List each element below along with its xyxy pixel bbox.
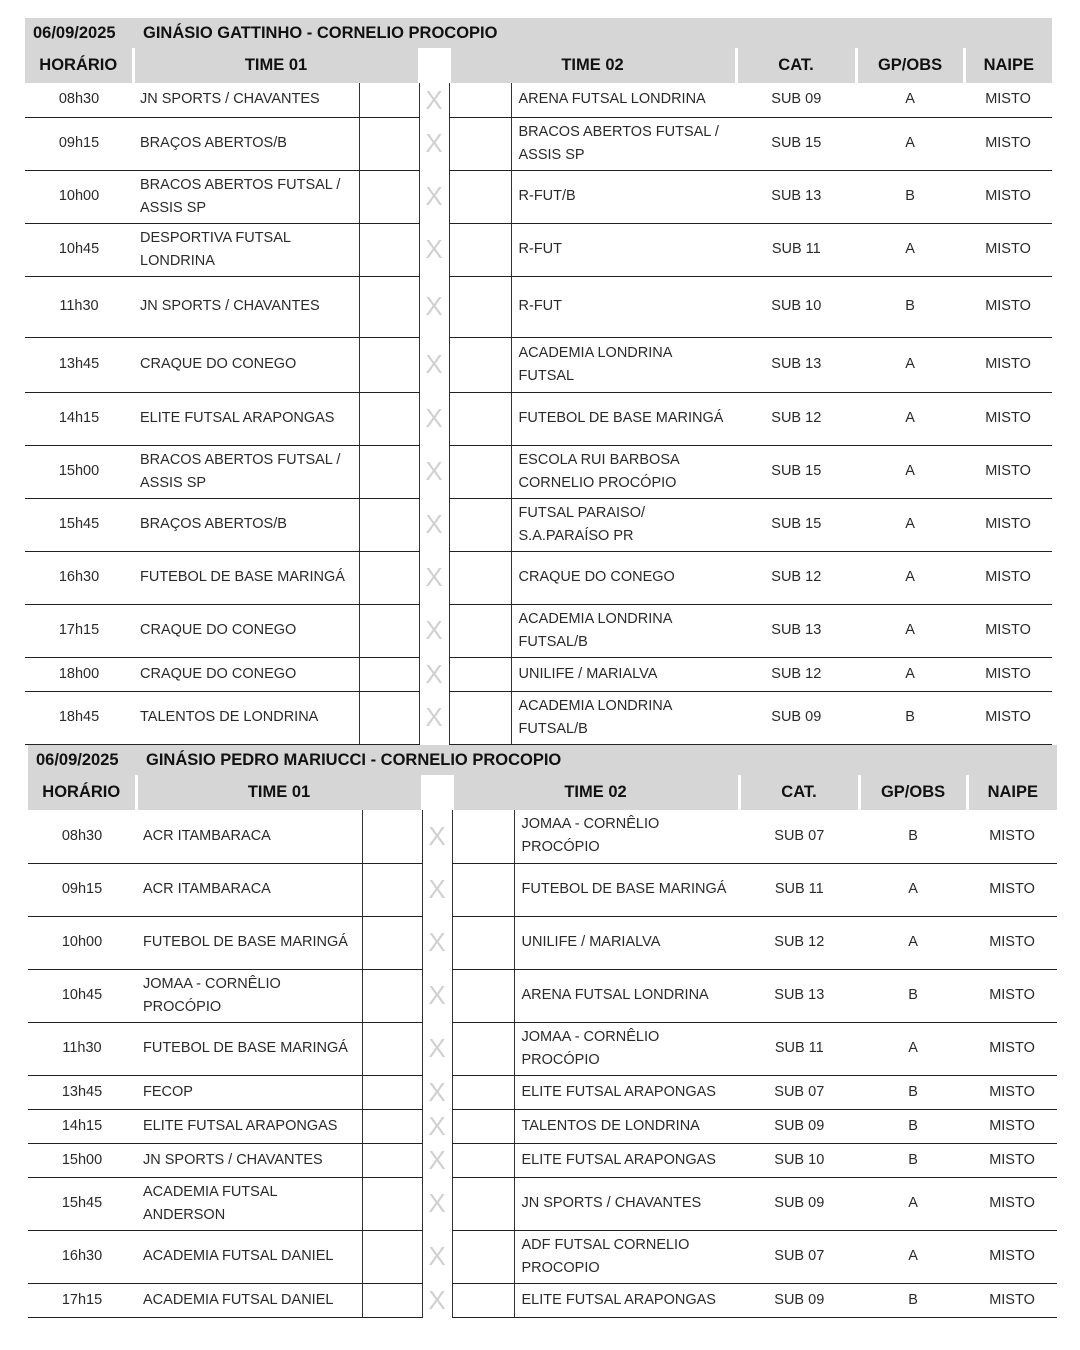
match-time: 15h00 xyxy=(25,445,133,498)
team1-score xyxy=(359,337,419,392)
header-naipe: NAIPE xyxy=(964,48,1052,83)
match-naipe: MISTO xyxy=(964,223,1052,276)
match-category: SUB 09 xyxy=(739,1177,859,1230)
match-row xyxy=(28,916,1057,969)
team1-name: FUTEBOL DE BASE MARINGÁ xyxy=(136,916,362,969)
versus-mark: X xyxy=(422,1230,452,1283)
team1-score xyxy=(362,1230,422,1283)
header-gp: GP/OBS xyxy=(856,48,964,83)
header-row xyxy=(25,48,1052,83)
team2-score xyxy=(452,1109,514,1143)
team2-name: FUTSAL PARAISO/ S.A.PARAÍSO PR xyxy=(511,498,736,551)
match-category: SUB 13 xyxy=(736,604,856,657)
schedule-body xyxy=(28,810,1057,1317)
versus-mark: X xyxy=(422,1283,452,1317)
match-category: SUB 09 xyxy=(739,1283,859,1317)
header-gap xyxy=(422,775,452,810)
match-row xyxy=(28,1109,1057,1143)
match-category: SUB 11 xyxy=(739,863,859,916)
team2-score xyxy=(452,810,514,863)
match-row xyxy=(28,810,1057,863)
team1-score xyxy=(362,916,422,969)
match-time: 16h30 xyxy=(28,1230,136,1283)
versus-mark: X xyxy=(422,916,452,969)
team1-score xyxy=(362,1143,422,1177)
team1-name: FUTEBOL DE BASE MARINGÁ xyxy=(133,551,359,604)
match-time: 08h30 xyxy=(25,83,133,117)
team1-score xyxy=(362,969,422,1022)
team1-score xyxy=(362,1109,422,1143)
team1-name: TALENTOS DE LONDRINA xyxy=(133,691,359,744)
match-naipe: MISTO xyxy=(964,170,1052,223)
versus-mark: X xyxy=(419,276,449,337)
team1-score xyxy=(359,691,419,744)
team2-score xyxy=(449,337,511,392)
team2-name: JN SPORTS / CHAVANTES xyxy=(514,1177,739,1230)
match-row xyxy=(25,657,1052,691)
match-group: B xyxy=(859,1109,967,1143)
versus-mark: X xyxy=(422,810,452,863)
match-category: SUB 13 xyxy=(736,170,856,223)
team2-name: R-FUT xyxy=(511,223,736,276)
match-category: SUB 07 xyxy=(739,1075,859,1109)
team2-score xyxy=(452,1230,514,1283)
match-time: 14h15 xyxy=(28,1109,136,1143)
header-naipe: NAIPE xyxy=(967,775,1057,810)
header-time: HORÁRIO xyxy=(28,775,136,810)
section-title-bar xyxy=(25,18,1052,48)
match-row xyxy=(25,223,1052,276)
team2-name: BRACOS ABERTOS FUTSAL / ASSIS SP xyxy=(511,117,736,170)
header-cat: CAT. xyxy=(739,775,859,810)
team2-name: ACADEMIA LONDRINA FUTSAL/B xyxy=(511,604,736,657)
match-group: A xyxy=(856,117,964,170)
match-naipe: MISTO xyxy=(967,1177,1057,1230)
team1-name: ELITE FUTSAL ARAPONGAS xyxy=(133,392,359,445)
match-category: SUB 11 xyxy=(739,1022,859,1075)
match-row xyxy=(25,445,1052,498)
match-naipe: MISTO xyxy=(967,1283,1057,1317)
match-row xyxy=(28,1022,1057,1075)
versus-mark: X xyxy=(422,1109,452,1143)
team1-score xyxy=(362,810,422,863)
match-time: 15h45 xyxy=(25,498,133,551)
match-naipe: MISTO xyxy=(967,1109,1057,1143)
section-title-bar xyxy=(28,745,1057,775)
team2-score xyxy=(452,1283,514,1317)
team2-score xyxy=(452,863,514,916)
match-category: SUB 15 xyxy=(736,117,856,170)
match-naipe: MISTO xyxy=(964,551,1052,604)
team1-name: ACADEMIA FUTSAL DANIEL xyxy=(136,1283,362,1317)
team2-score xyxy=(449,445,511,498)
match-group: A xyxy=(859,1022,967,1075)
header-team1: TIME 01 xyxy=(133,48,419,83)
match-category: SUB 09 xyxy=(739,1109,859,1143)
match-row xyxy=(28,1230,1057,1283)
header-row xyxy=(28,775,1057,810)
match-row xyxy=(25,276,1052,337)
match-row xyxy=(25,392,1052,445)
header-team1: TIME 01 xyxy=(136,775,422,810)
team1-score xyxy=(359,170,419,223)
team2-score xyxy=(449,604,511,657)
match-time: 17h15 xyxy=(25,604,133,657)
team2-name: JOMAA - CORNÊLIO PROCÓPIO xyxy=(514,810,739,863)
team2-score xyxy=(449,691,511,744)
match-row xyxy=(25,83,1052,117)
match-category: SUB 15 xyxy=(736,445,856,498)
versus-mark: X xyxy=(419,117,449,170)
versus-mark: X xyxy=(422,1177,452,1230)
match-row xyxy=(28,1177,1057,1230)
team2-name: ADF FUTSAL CORNELIO PROCOPIO xyxy=(514,1230,739,1283)
team1-name: JOMAA - CORNÊLIO PROCÓPIO xyxy=(136,969,362,1022)
team1-name: FUTEBOL DE BASE MARINGÁ xyxy=(136,1022,362,1075)
team2-score xyxy=(452,916,514,969)
team2-score xyxy=(452,1143,514,1177)
team2-score xyxy=(449,498,511,551)
match-naipe: MISTO xyxy=(964,604,1052,657)
match-naipe: MISTO xyxy=(964,445,1052,498)
team1-name: JN SPORTS / CHAVANTES xyxy=(133,83,359,117)
team2-score xyxy=(452,1075,514,1109)
section-date: 06/09/2025 xyxy=(33,23,116,42)
match-row xyxy=(25,604,1052,657)
team2-score xyxy=(452,1177,514,1230)
match-category: SUB 12 xyxy=(736,392,856,445)
match-group: A xyxy=(856,337,964,392)
versus-mark: X xyxy=(419,551,449,604)
match-group: A xyxy=(856,83,964,117)
match-category: SUB 11 xyxy=(736,223,856,276)
match-naipe: MISTO xyxy=(967,969,1057,1022)
versus-mark: X xyxy=(419,498,449,551)
match-time: 11h30 xyxy=(28,1022,136,1075)
match-group: A xyxy=(859,1230,967,1283)
section-venue: GINÁSIO GATTINHO - CORNELIO PROCOPIO xyxy=(143,23,498,42)
match-naipe: MISTO xyxy=(967,1022,1057,1075)
match-naipe: MISTO xyxy=(967,1143,1057,1177)
match-category: SUB 12 xyxy=(736,551,856,604)
match-row xyxy=(25,337,1052,392)
team2-score xyxy=(452,1022,514,1075)
versus-mark: X xyxy=(422,1022,452,1075)
team2-name: UNILIFE / MARIALVA xyxy=(514,916,739,969)
match-category: SUB 12 xyxy=(739,916,859,969)
match-time: 18h45 xyxy=(25,691,133,744)
header-cat: CAT. xyxy=(736,48,856,83)
versus-mark: X xyxy=(419,83,449,117)
team2-name: FUTEBOL DE BASE MARINGÁ xyxy=(514,863,739,916)
match-naipe: MISTO xyxy=(964,392,1052,445)
schedule-table xyxy=(25,48,1052,745)
match-time: 13h45 xyxy=(25,337,133,392)
match-time: 18h00 xyxy=(25,657,133,691)
team1-name: ACR ITAMBARACA xyxy=(136,810,362,863)
match-row xyxy=(25,691,1052,744)
match-group: A xyxy=(856,498,964,551)
team1-name: ACR ITAMBARACA xyxy=(136,863,362,916)
team1-name: JN SPORTS / CHAVANTES xyxy=(133,276,359,337)
match-group: B xyxy=(859,1075,967,1109)
team1-name: CRAQUE DO CONEGO xyxy=(133,604,359,657)
match-group: A xyxy=(859,916,967,969)
team2-score xyxy=(449,83,511,117)
team2-name: ELITE FUTSAL ARAPONGAS xyxy=(514,1283,739,1317)
match-time: 16h30 xyxy=(25,551,133,604)
header-gap xyxy=(419,48,449,83)
versus-mark: X xyxy=(422,1075,452,1109)
team2-score xyxy=(449,276,511,337)
team1-score xyxy=(362,1022,422,1075)
team2-score xyxy=(449,551,511,604)
match-time: 15h00 xyxy=(28,1143,136,1177)
team2-name: CRAQUE DO CONEGO xyxy=(511,551,736,604)
versus-mark: X xyxy=(419,170,449,223)
match-row xyxy=(25,170,1052,223)
match-group: A xyxy=(859,1177,967,1230)
team2-score xyxy=(449,657,511,691)
schedule-body xyxy=(25,83,1052,744)
match-time: 11h30 xyxy=(25,276,133,337)
team2-name: TALENTOS DE LONDRINA xyxy=(514,1109,739,1143)
team2-name: ELITE FUTSAL ARAPONGAS xyxy=(514,1143,739,1177)
team2-name: ACADEMIA LONDRINA FUTSAL/B xyxy=(511,691,736,744)
match-group: B xyxy=(859,1143,967,1177)
match-row xyxy=(25,117,1052,170)
team1-name: CRAQUE DO CONEGO xyxy=(133,337,359,392)
team2-name: R-FUT xyxy=(511,276,736,337)
team1-name: JN SPORTS / CHAVANTES xyxy=(136,1143,362,1177)
team2-score xyxy=(449,392,511,445)
versus-mark: X xyxy=(419,604,449,657)
team2-name: JOMAA - CORNÊLIO PROCÓPIO xyxy=(514,1022,739,1075)
match-category: SUB 10 xyxy=(736,276,856,337)
match-time: 14h15 xyxy=(25,392,133,445)
match-row xyxy=(28,863,1057,916)
team1-score xyxy=(362,1283,422,1317)
match-naipe: MISTO xyxy=(964,117,1052,170)
team1-score xyxy=(362,1075,422,1109)
match-time: 10h45 xyxy=(25,223,133,276)
versus-mark: X xyxy=(422,1143,452,1177)
section-venue: GINÁSIO PEDRO MARIUCCI - CORNELIO PROCOPIO xyxy=(146,750,562,769)
team2-name: UNILIFE / MARIALVA xyxy=(511,657,736,691)
team1-score xyxy=(359,657,419,691)
team1-name: CRAQUE DO CONEGO xyxy=(133,657,359,691)
match-row xyxy=(28,1143,1057,1177)
match-time: 13h45 xyxy=(28,1075,136,1109)
schedule-table xyxy=(28,775,1057,1318)
team1-name: DESPORTIVA FUTSAL LONDRINA xyxy=(133,223,359,276)
match-group: B xyxy=(856,691,964,744)
team1-name: BRACOS ABERTOS FUTSAL / ASSIS SP xyxy=(133,445,359,498)
match-category: SUB 10 xyxy=(739,1143,859,1177)
match-category: SUB 13 xyxy=(739,969,859,1022)
team1-score xyxy=(359,392,419,445)
match-group: A xyxy=(856,604,964,657)
match-naipe: MISTO xyxy=(964,337,1052,392)
team1-score xyxy=(359,83,419,117)
match-group: A xyxy=(856,657,964,691)
header-time: HORÁRIO xyxy=(25,48,133,83)
match-naipe: MISTO xyxy=(964,498,1052,551)
match-group: B xyxy=(859,1283,967,1317)
match-category: SUB 09 xyxy=(736,691,856,744)
team1-name: FECOP xyxy=(136,1075,362,1109)
team1-name: ELITE FUTSAL ARAPONGAS xyxy=(136,1109,362,1143)
team2-score xyxy=(449,170,511,223)
schedule-section-gattinho xyxy=(25,18,1052,745)
match-category: SUB 13 xyxy=(736,337,856,392)
match-naipe: MISTO xyxy=(964,691,1052,744)
match-row xyxy=(25,551,1052,604)
team2-name: ARENA FUTSAL LONDRINA xyxy=(511,83,736,117)
versus-mark: X xyxy=(422,969,452,1022)
match-group: A xyxy=(856,445,964,498)
team1-name: BRAÇOS ABERTOS/B xyxy=(133,117,359,170)
team1-score xyxy=(359,604,419,657)
match-naipe: MISTO xyxy=(964,83,1052,117)
match-naipe: MISTO xyxy=(964,657,1052,691)
match-row xyxy=(28,969,1057,1022)
match-category: SUB 07 xyxy=(739,1230,859,1283)
match-group: B xyxy=(859,969,967,1022)
schedule-section-mariucci xyxy=(28,745,1057,1318)
versus-mark: X xyxy=(419,337,449,392)
match-time: 10h45 xyxy=(28,969,136,1022)
header-gp: GP/OBS xyxy=(859,775,967,810)
match-group: B xyxy=(856,276,964,337)
team1-score xyxy=(359,445,419,498)
versus-mark: X xyxy=(419,657,449,691)
match-category: SUB 07 xyxy=(739,810,859,863)
header-team2: TIME 02 xyxy=(449,48,736,83)
match-time: 09h15 xyxy=(28,863,136,916)
team1-score xyxy=(359,223,419,276)
team2-name: ACADEMIA LONDRINA FUTSAL xyxy=(511,337,736,392)
team2-score xyxy=(449,117,511,170)
team1-score xyxy=(359,551,419,604)
versus-mark: X xyxy=(419,691,449,744)
match-group: A xyxy=(856,223,964,276)
versus-mark: X xyxy=(419,445,449,498)
team1-name: BRAÇOS ABERTOS/B xyxy=(133,498,359,551)
match-category: SUB 12 xyxy=(736,657,856,691)
team2-name: ELITE FUTSAL ARAPONGAS xyxy=(514,1075,739,1109)
match-row xyxy=(25,498,1052,551)
match-row xyxy=(28,1283,1057,1317)
match-time: 10h00 xyxy=(25,170,133,223)
match-naipe: MISTO xyxy=(967,810,1057,863)
team1-name: BRACOS ABERTOS FUTSAL / ASSIS SP xyxy=(133,170,359,223)
team1-score xyxy=(359,498,419,551)
match-group: B xyxy=(859,810,967,863)
match-group: A xyxy=(856,392,964,445)
team1-score xyxy=(359,276,419,337)
match-time: 09h15 xyxy=(25,117,133,170)
team2-name: ESCOLA RUI BARBOSA CORNELIO PROCÓPIO xyxy=(511,445,736,498)
team1-name: ACADEMIA FUTSAL ANDERSON xyxy=(136,1177,362,1230)
match-category: SUB 15 xyxy=(736,498,856,551)
match-group: A xyxy=(859,863,967,916)
team2-name: FUTEBOL DE BASE MARINGÁ xyxy=(511,392,736,445)
team1-score xyxy=(362,863,422,916)
match-row xyxy=(28,1075,1057,1109)
team2-score xyxy=(449,223,511,276)
match-naipe: MISTO xyxy=(967,1075,1057,1109)
team1-score xyxy=(359,117,419,170)
match-time: 17h15 xyxy=(28,1283,136,1317)
team2-name: ARENA FUTSAL LONDRINA xyxy=(514,969,739,1022)
section-date: 06/09/2025 xyxy=(36,750,119,769)
match-group: A xyxy=(856,551,964,604)
versus-mark: X xyxy=(419,392,449,445)
match-time: 10h00 xyxy=(28,916,136,969)
match-naipe: MISTO xyxy=(967,863,1057,916)
match-group: B xyxy=(856,170,964,223)
versus-mark: X xyxy=(422,863,452,916)
team1-score xyxy=(362,1177,422,1230)
match-naipe: MISTO xyxy=(967,916,1057,969)
match-time: 08h30 xyxy=(28,810,136,863)
match-naipe: MISTO xyxy=(964,276,1052,337)
match-category: SUB 09 xyxy=(736,83,856,117)
versus-mark: X xyxy=(419,223,449,276)
header-team2: TIME 02 xyxy=(452,775,739,810)
match-time: 15h45 xyxy=(28,1177,136,1230)
match-naipe: MISTO xyxy=(967,1230,1057,1283)
team2-score xyxy=(452,969,514,1022)
team1-name: ACADEMIA FUTSAL DANIEL xyxy=(136,1230,362,1283)
team2-name: R-FUT/B xyxy=(511,170,736,223)
